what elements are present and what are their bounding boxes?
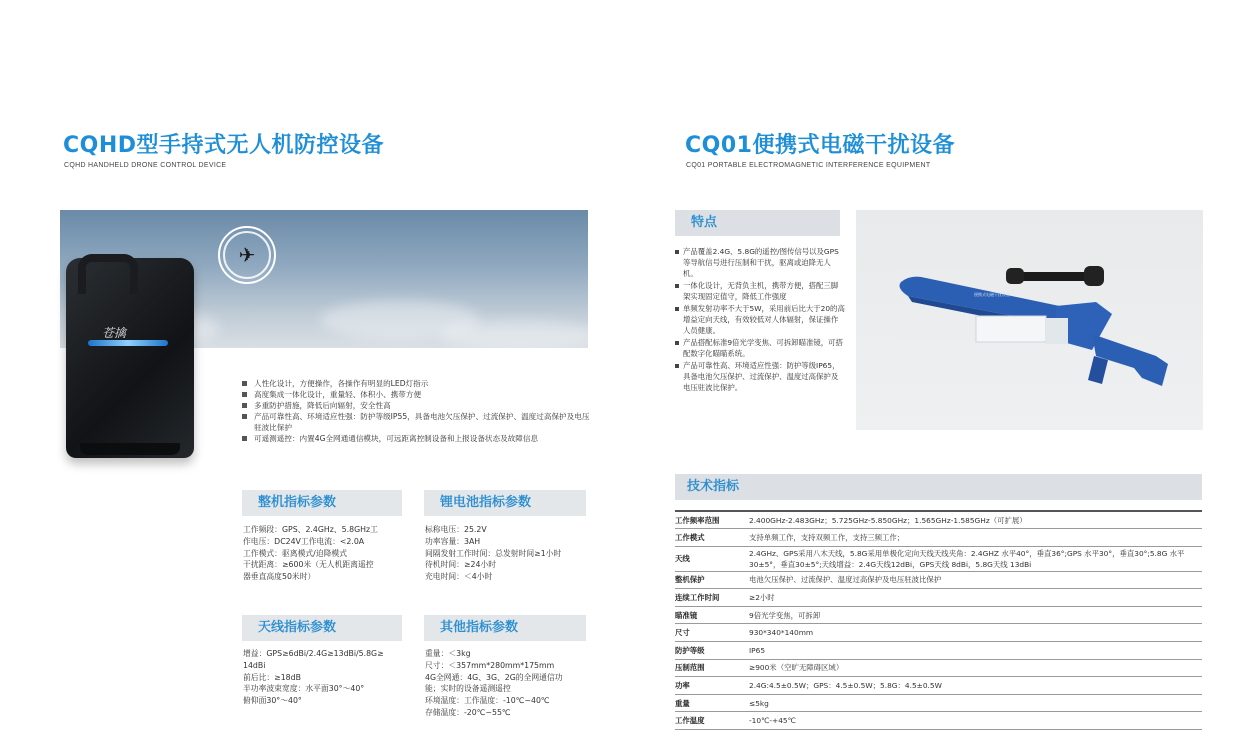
spec-line: 4G全网通：4G、3G、2G的全网通信功 bbox=[425, 672, 563, 682]
table-row: 整机保护 电池欠压保护、过流保护、温度过高保护及电压驻波比保护 bbox=[675, 571, 1202, 589]
spec-line: 标称电压：25.2V bbox=[425, 525, 487, 534]
spec-line: 14dBi bbox=[243, 660, 266, 670]
spec-line: 前后比：≥18dB bbox=[243, 672, 301, 682]
section-title-antenna: 天线指标参数 bbox=[242, 615, 402, 641]
list-item: 产品覆盖2.4G、5.8G的遥控/图传信号以及GPS等导航信号进行压制和干扰，驱离或迫降无人机。 bbox=[675, 246, 845, 279]
left-feature-list bbox=[242, 378, 592, 444]
table-row: 防护等级 IP65 bbox=[675, 642, 1202, 660]
list-item: 高度集成一体化设计，重量轻、体积小、携带方便 bbox=[242, 389, 592, 400]
spec-line: 间隔发射工作时间：总发射时间≥1小时 bbox=[425, 548, 562, 558]
jammer-device-illustration bbox=[856, 210, 1203, 430]
device-logo: 苍擒 bbox=[102, 326, 127, 340]
table-row: 瞄准镜 9倍光学变焦，可拆卸 bbox=[675, 606, 1202, 624]
list-item: 多重防护措施，降低后向辐射，安全性高 bbox=[242, 400, 592, 411]
section-body-other bbox=[425, 648, 597, 719]
list-item: 产品可靠性高、环境适应性强：防护等级IP55，具备电池欠压保护、过流保护、温度过高保护及电压驻波比保护 bbox=[242, 411, 592, 433]
table-row: 压制范围 ≥900米（空旷无障碍区域） bbox=[675, 659, 1202, 677]
table-row: 工作温度 -10℃-+45℃ bbox=[675, 712, 1202, 730]
section-body-antenna bbox=[243, 648, 408, 707]
list-item: 一体化设计，无背负主机，携带方便，搭配三脚架实现固定值守，降低工作强度 bbox=[675, 280, 845, 302]
right-subtitle: CQ01 PORTABLE ELECTROMAGNETIC INTERFERENCE EQUIPMENT bbox=[686, 162, 931, 169]
features-title: 特点 bbox=[675, 210, 840, 236]
drone-icon: ✈ bbox=[218, 226, 276, 284]
spec-line: 待机时间：≥24小时 bbox=[425, 560, 497, 570]
list-item: 产品搭配标准9倍光学变焦、可拆卸瞄准镜，可搭配数字化瞄瞄系统。 bbox=[675, 337, 845, 359]
list-item: 单频发射功率不大于5W，采用前后比大于20的高增益定向天线，有效较低对人体辐射，保证操作人员健康。 bbox=[675, 303, 845, 336]
spec-line: 重量：＜3kg bbox=[425, 649, 471, 658]
table-row: 天线 2.4GHz、GPS采用八木天线，5.8G采用单极化定向天线天线夹角：2.4GHZ 水平40°，垂直36°;GPS 水平30°，垂直30°;5.8G 水平30±5°，垂直30±5°;天线增益：2.4G天线12dBi，GPS天线 8dBi，5.8G天线 13dBi bbox=[675, 546, 1202, 571]
list-item: 可遥测遥控：内置4G全网通通信模块，可远距离控制设备和上报设备状态及故障信息 bbox=[242, 433, 592, 444]
spec-line: 器垂直高度50米时） bbox=[243, 572, 316, 582]
spec-line: 俯仰面30°～40° bbox=[243, 696, 302, 706]
handheld-device-image bbox=[66, 258, 194, 458]
section-body-machine bbox=[243, 524, 408, 583]
left-title: CQHD型手持式无人机防控设备 bbox=[63, 133, 385, 158]
right-feature-list bbox=[675, 246, 845, 394]
spec-line: 充电时间：＜4小时 bbox=[425, 572, 493, 582]
spec-line: 环境温度：工作温度：-10℃~40℃ bbox=[425, 696, 550, 706]
tech-title: 技术指标 bbox=[675, 474, 1202, 500]
table-row: 工作频率范围 2.400GHz-2.483GHz；5.725GHz-5.850GHz；1.565GHz-1.585GHz（可扩展） bbox=[675, 511, 1202, 529]
spec-line: 功率容量：3AH bbox=[425, 536, 481, 546]
section-title-battery: 锂电池指标参数 bbox=[424, 490, 586, 516]
spec-line: 能；实时的设备遥测遥控 bbox=[425, 684, 511, 694]
table-row: 工作模式 支持单频工作，支持双频工作，支持三频工作； bbox=[675, 529, 1202, 547]
spec-line: 尺寸：＜357mm*280mm*175mm bbox=[425, 660, 555, 670]
section-title-machine: 整机指标参数 bbox=[242, 490, 402, 516]
spec-line: 工作模式：驱离模式/迫降模式 bbox=[243, 548, 347, 558]
table-row: 连续工作时间 ≥2小时 bbox=[675, 589, 1202, 607]
right-title: CQ01便携式电磁干扰设备 bbox=[685, 133, 955, 158]
device-label: 便携式电磁干扰设备 bbox=[974, 292, 1010, 297]
table-row: 功率 2.4G:4.5±0.5W；GPS：4.5±0.5W；5.8G：4.5±0.5W bbox=[675, 677, 1202, 695]
table-row: 重量 ≤5kg bbox=[675, 694, 1202, 712]
spec-line: 增益：GPS≥6dBi/2.4G≥13dBi/5.8G≥ bbox=[243, 649, 384, 658]
section-title-other: 其他指标参数 bbox=[424, 615, 586, 641]
list-item: 产品可靠性高、环境适应性强：防护等级IP65，具备电池欠压保护、过流保护、温度过高保护及电压驻波比保护。 bbox=[675, 360, 845, 393]
list-item: 人性化设计，方便操作，各操作有明显的LED灯指示 bbox=[242, 378, 592, 389]
spec-line: 干扰距离：≥600米（无人机距离遥控 bbox=[243, 560, 374, 570]
spec-line: 工作频段：GPS、2.4GHz、5.8GHz工 bbox=[243, 525, 378, 534]
spec-line: 半功率波束宽度：水平面30°～40° bbox=[243, 684, 365, 694]
tech-spec-table bbox=[675, 510, 1202, 730]
spec-line: 存储温度：-20℃~55℃ bbox=[425, 707, 511, 717]
section-body-battery bbox=[425, 524, 595, 583]
table-row: 尺寸 930*340*140mm bbox=[675, 624, 1202, 642]
spec-line: 作电压：DC24V工作电流：<2.0A bbox=[243, 536, 365, 546]
product-image bbox=[856, 210, 1203, 430]
left-subtitle: CQHD HANDHELD DRONE CONTROL DEVICE bbox=[64, 162, 227, 169]
